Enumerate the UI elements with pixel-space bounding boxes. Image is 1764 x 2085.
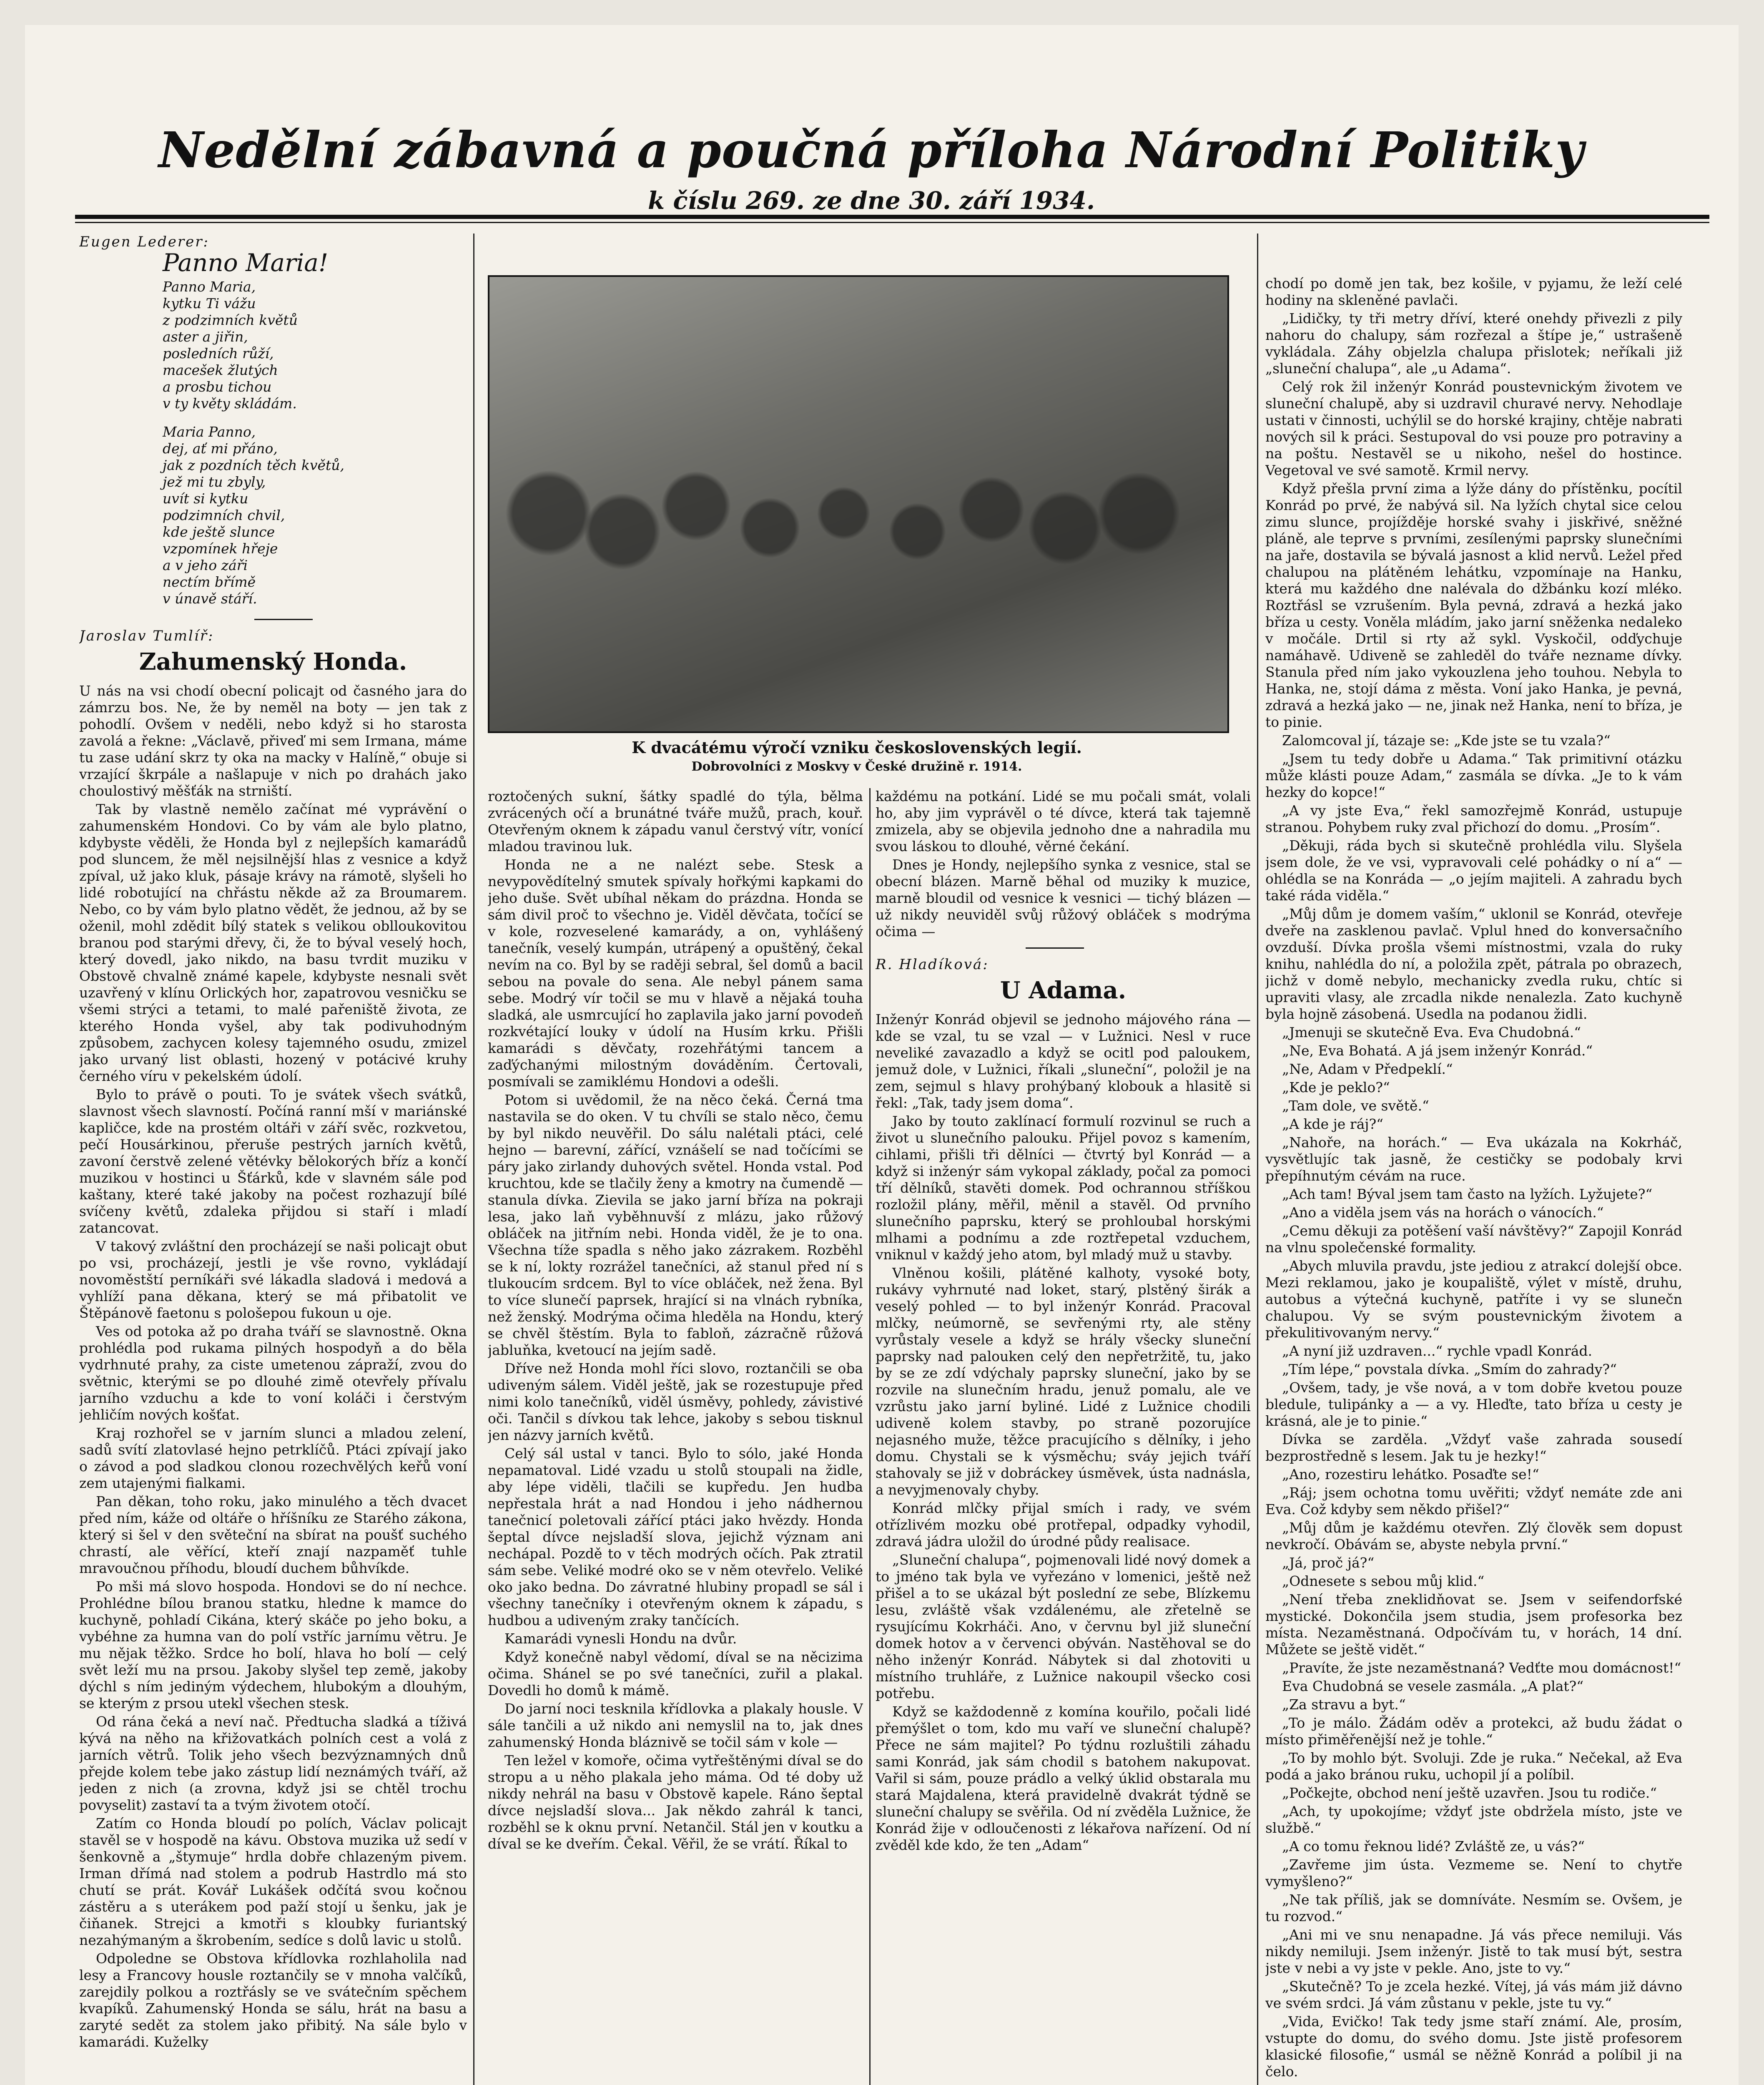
paragraph: „Já, proč já?“	[1282, 1555, 1375, 1571]
adam-body	[876, 1011, 1251, 1854]
column-4	[1265, 275, 1682, 2085]
masthead-subtitle: k číslu 269. ze dne 30. září 1934.	[647, 186, 1095, 215]
paragraph: Kamarádi vynesli Hondu na dvůr.	[504, 1630, 737, 1647]
paragraph: „To by mohlo být. Svoluji. Zde je ruka.“ Nečekal, až Eva podá a jako bránou ruku, uchopil jí a políbil.	[1265, 1750, 1682, 1783]
adam-author: R. Hladíková:	[876, 956, 989, 973]
paragraph: „Tam dole, ve světě.“	[1282, 1098, 1429, 1114]
paragraph: „Lidičky, ty tři metry dříví, které onehdy přivezli z pily nahoru do chalupy, sám rozřezal a štípe je,“ ustrašeně vykládala. Záhy objelzla chalupa přislotek; neříkali již „sluneční chalupa“, ale „u Adama“.	[1265, 310, 1682, 377]
paragraph: „Sluneční chalupa“, pojmenovali lidé nový domek a to jméno tak byla ve vyřezáno v lomenici, ještě než přišel a to se ukázal být poslední ze sebe, Blízkemu lesu, zvláště však vzdálenému, ale zřetelně se rysujícímu Kokrháči. Ano, v červnu byl již sluneční domek hotov a v červenci obýván. Nastěhoval se do něho inženýr Konrád. Nábytek si dal zhotoviti u místního truhláře, z Lužnice nakoupil všecko cosi potřebu.	[876, 1552, 1251, 1701]
paragraph: „Ne, Eva Bohatá. A já jsem inženýr Konrád.“	[1282, 1042, 1593, 1059]
poem-title: Panno Maria!	[163, 249, 329, 277]
paragraph: Potom si uvědomil, že na něco čeká. Černá tma nastavila se do oken. V tu chvíli se stalo něco, čemu by byl nikdo neuvěřil. Do sálu nalétali ptáci, celé hejno — barevní, zářící, vznášelí se nad točícími se páry jako zirlandy duhových světel. Honda vstal. Pod kruchtou, kde se tlačily ženy a kmotry na čumendě — stanula dívka. Zievila se jako jarní bříza na pokraji lesa, jako laň vyběhnuvší z mlázu, jako růžový obláček na jitřním nebi. Honda viděl, že je to ona. Všechna tíže spadla s něho jako zázrakem. Rozběhl se k ní, lokty rozrážel tanečníci, až stanul před ní s tlukoucím srdcem. Byl to více obláček, než žena. Byl to více slunečí paprsek, hrající si na vlnách rybníka, než ženský. Modrýma očima hleděla na Hondu, který se chvěl štěstím. Byla to fabloň, zázračně růžová jabluňka, kvetoucí na jejím sadě.	[488, 1092, 863, 1358]
poem-line: kde ještě slunce	[163, 524, 275, 540]
honda-body	[79, 683, 467, 2050]
paragraph: „Ano, rozestiru lehátko. Posaďte se!“	[1282, 1466, 1539, 1482]
paragraph: „Abych mluvila pravdu, jste jediou z atrakcí dolejší obce. Mezi reklamou, jako je koupaliště, výlet v místě, druhu, autobus a výtečná kuchyně, patříte i vy se slunečn chalupou. Vy se svým poustevnickým životem a překulitivovaným nervy.“	[1265, 1258, 1682, 1341]
paragraph: „Ne tak příliš, jak se domníváte. Nesmím se. Ovšem, je tu rozvod.“	[1265, 1892, 1682, 1924]
photo1-caption: K dvacátému výročí vzniku československých legií.	[632, 738, 1082, 757]
paragraph: V takový zvláštní den procházejí se naši policajt obut po vsi, procházejí, jestli je vše rovno, vykládají novoměstští perníkáři své lákadla sladová i medová a vyhlíží pana děkana, který se má přibatolit ve Štěpánově faetonu s pološepou fukoun u oje.	[79, 1238, 467, 1321]
paragraph: Dívka se zarděla. „Vždyť vaše zahrada sousedí bezprostředně s lesem. Jak tu je hezky!“	[1265, 1431, 1682, 1464]
poem-line: Maria Panno,	[163, 424, 256, 440]
paragraph: Konrád mlčky přijal smích i rady, ve svém otřízlivém mozku obé protřepal, odpadky vyhodil, zdravá jádra uložil do úrodné půdy realisace.	[876, 1500, 1251, 1550]
poem-line: macešek žlutých	[163, 362, 278, 378]
column-divider	[1257, 234, 1258, 2085]
masthead-title: Nedělní zábavná a poučná příloha Národní Politiky	[158, 121, 1584, 179]
column-3	[876, 788, 1251, 2085]
poem-line: a prosbu tichou	[163, 379, 272, 395]
paragraph: Když přešla první zima a lýže dány do přístěnku, pocítil Konrád po prvé, že nabývá sil. Na lyžích chytal sice celou zimu slunce, projížděje horské svahy i jiskřivé, sněžné pláně, ale teprve s prvními, zesílenými paprsky slunečními na jaře, dostavila se bývalá jasnost a klid nervů. Ležel před chalupou na plátěném lehátku, vzpomínaje na Hanku, která mu každého dne nalévala do džbánku kozí mléko. Roztřásl se vzrušením. Byla pevná, zdravá a hezká jako bříza u cesty. Voněla mládím, jako jarní sněženka nedaleko v močále. Drtil si rty až sykl. Vyskočil, odďychuje namáhavě. Udiveně se zahleděl do tváře nezname dívky. Stanula před ním jako vykouzlena jeho touhou. Nebyla to Hanka, ne, stojí dáma z města. Voní jako Hanka, je pevná, zdravá a hezká jako — ne, jinak než Hanka, není to bříza, je to pinie.	[1265, 480, 1682, 730]
poem-body	[163, 279, 467, 607]
masthead-rule-thin	[75, 222, 1709, 223]
paragraph: Celý sál ustal v tanci. Bylo to sólo, jaké Honda nepamatoval. Lidé vzadu u stolů stoupali na židle, aby lépe viděli, tlačili se kupředu. Jen hudba nepřestala hrát a nad Hondou i jeho nádhernou tanečnicí poletovali zářící ptáci jako hvězdy. Honda šeptal dívce nejsladší slova, jejichž význam ani nechápal. Pozdě to v těch modrých očích. Pak ztratil sám sebe. Veliké modré oko se v něm otevřelo. Veliké oko jako bedna. Do závratné hlubiny propadl se sál i všechny tanečníky i otevřeným oknem k západu, s hudbou a udiveným zraky tančících.	[488, 1445, 863, 1628]
poem-line: podzimních chvil,	[163, 507, 285, 523]
paragraph: Eva Chudobná se vesele zasmála. „A plat?“	[1282, 1678, 1584, 1694]
adam-title: U Adama.	[1000, 977, 1127, 1004]
paragraph: „Jsem tu tedy dobře u Adama.“ Tak primitivní otázku může klásti pouze Adam,“ zasmála se dívka. „Je to k vám hezky do kopce!“	[1265, 751, 1682, 800]
poem-line: aster a jiřin,	[163, 329, 248, 345]
paragraph: „A kde je ráj?“	[1282, 1116, 1384, 1132]
separator	[1026, 947, 1084, 949]
poem-line: nectím břímě	[163, 574, 256, 590]
honda-body-end	[876, 788, 1251, 940]
paragraph: „Kde je peklo?“	[1282, 1079, 1390, 1095]
paragraph: Po mši má slovo hospoda. Hondovi se do ní nechce. Prohlédne bílou branou statku, hledne k mamce do kuchyně, pohladí Cikána, který skáče po jeho boku, a vybéhne za humna van do polí vstříc jarnímu větru. Je mu nějak těžko. Srdce ho bolí, hlava ho bolí — celý svět leží mu na prsou. Jakoby slyšel tep země, jakoby dýchl s ním jediným výdechem, hlubokým a dlouhým, se kterým z prsou utekl všechen stesk.	[79, 1578, 467, 1711]
paragraph: Odpoledne se Obstova křídlovka rozhlaholila nad lesy a Francovy housle roztančily se v mnoha valčíků, zarejdily polkou a roztřásly se ve svátečním spěchem kvapíků. Zahumenský Honda se sálu, hrát na basu a zaryté sedět za stolem jako přibitý. Na sále bylo v kamarádi. Kuželky	[79, 1950, 467, 2050]
paragraph: „Ovšem, tady, je vše nová, a v tom dobře kvetou pouze bledule, tulipánky a — a vy. Hleďte, tato bříza u cesty je krásná, ale je to pinie.“	[1265, 1379, 1682, 1429]
paragraph: Dříve než Honda mohl říci slovo, roztančili se oba udiveným sálem. Viděl ještě, jak se rozestupuje před nimi kolo tanečníků, viděl úsměvy, pohledy, závistivé oči. Tančil s dívkou tak lehce, jakoby s sebou tisknul jen názvy jarních květů.	[488, 1360, 863, 1443]
paragraph: Inženýr Konrád objevil se jednoho májového rána — kde se vzal, tu se vzal — v Lužnici. Nesl v ruce neveliké zavazadlo a když se ocitl pod paloukem, jemuž dole, v Lužnici, říkali „sluneční“, položil je na zem, sejmul s hlavy prohýbaný klobouk a hlasitě si řekl: „Tak, tady jsem doma“.	[876, 1011, 1251, 1111]
paragraph: Jako by touto zaklínací formulí rozvinul se ruch a život u slunečního palouku. Přijel povoz s kamením, cihlami, přišli tři dělníci — čtvrtý byl Konrád — a když si inženýr sám vykopal základy, počal za pomoci tří dělníků, stavěti domek. Pod ochrannou stříškou rozložil plány, měřil, měnil a stavěl. Od prvního slunečního paprsku, který se prohloubal horskými mlhami a podnímu a zde roztřepetal vzduchem, vniknul v každý jeho atom, byl mladý muž u stavby.	[876, 1113, 1251, 1263]
paragraph: „Ráj; jsem ochotna tomu uvěřiti; vždyť nemáte zde ani Eva. Což kdyby sem někdo přišel?“	[1265, 1485, 1682, 1517]
paragraph: „Pravíte, že jste nezaměstnaná? Vedťte mou domácnost!“	[1282, 1660, 1681, 1676]
paragraph: Tak by vlastně nemělo začínat mé vyprávění o zahumenském Hondovi. Co by vám ale bylo platno, kdybyste věděli, že Honda byl z nejlepších kamarádů pod sluncem, že měl nejsilnější hlas z vesnice a když zpíval, už jako kluk, pásaje krávy na rámotě, slyšeli ho lidé robotující na chřástu někde až za Broumarem. Nebo, co by vám bylo platno vědět, že jednou, až by se oženil, mohl zdědit bílý statek s velikou oblloukovitou branou pod starými dřevy, či, že to býval veselý hoch, který dovedl, jako nikdo, na basu tvrdit muziku v Obstově chvalně známé kapele, kdybyste nesnali svět uzavřený v klínu Orlických hor, zapatrovou vesničku se všemi strýci a tetami, to malé pařeniště života, ze kterého Honda vyšel, aby tak podivuhodným způsobem, zachycen kolesy tajemného osudu, zmizel jako urvaný list oblasti, hozený v potácivé kruhy černého víru v pekelském údolí.	[79, 801, 467, 1084]
photo1-caption-block	[488, 738, 1226, 776]
poem-line: Panno Maria,	[163, 279, 256, 295]
paragraph: „Děkuji, ráda bych si skutečně prohlédla vilu. Slyšela jsem dole, že ve vsi, vypravovali celé pohádky o ní a“ — ohlédla se na Konráda — „o jejím majiteli. A zahradu bych také ráda viděla.“	[1265, 837, 1682, 904]
paragraph: „Cemu děkuji za potěšení vaší návštěvy?“ Zapojil Konrád na vlnu společenské formality.	[1265, 1223, 1682, 1256]
paragraph: Celý rok žil inženýr Konrád poustevnickým životem ve sluneční chalupě, aby si uzdravil churavé nervy. Nehodlaje ustati v činnosti, uchýlil se do horské krajiny, chtěje nabrati nových sil k práci. Sestupoval do vsi pouze pro potraviny a na poštu. Nestavěl se u nikoho, nešel do hostince. Vegetoval ve své samotě. Krmil nervy.	[1265, 379, 1682, 478]
paragraph: „Tím lépe,“ povstala dívka. „Smím do zahrady?“	[1282, 1361, 1617, 1377]
paragraph: „Jmenuji se skutečně Eva. Eva Chudobná.“	[1282, 1024, 1581, 1040]
paragraph: „A nyní již uzdraven...“ rychle vpadl Konrád.	[1282, 1343, 1593, 1359]
paragraph: „Počkejte, obchod není ještě uzavřen. Jsou tu rodiče.“	[1282, 1785, 1657, 1801]
column-2	[488, 788, 863, 2085]
poem-line: posledních růží,	[163, 345, 274, 362]
paragraph: každému na potkání. Lidé se mu počali smát, volali ho, aby jim vyprávěl o té dívce, která tak tajemně zmizela, aby se objevila jednoho dne a nahradila mu svou láskou to dlouhé, věrné čekání.	[876, 788, 1251, 854]
paragraph: Ten ležel v komoře, očima vytřeštěnými díval se do stropu a u něho plakala jeho máma. Od té doby už nikdy nehrál na basu v Obstově kapele. Ráno šeptal dívce nejsladší slova... Jak někdo zahrál k tanci, rozběhl se k oknu první. Netančil. Stál jen v koutku a díval se ke dveřím. Čekal. Věřil, že se vrátí. Říkal to	[488, 1752, 863, 1852]
paragraph: Ves od potoka až po draha tváří se slavnostně. Okna prohlédla pod rukama pilných hospodyň a do běla vydrhnuté prahy, za ciste umetenou zápraží, zvou do světnic, kterými se po dlouhé zimě otevřely přívalu jarního vzduchu a kde to voní koláči i čerstvým jehličím nových košťat.	[79, 1323, 467, 1423]
paragraph: „A co tomu řeknou lidé? Zvláště ze, u vás?“	[1282, 1838, 1585, 1854]
paragraph: „Není třeba zneklidňovat se. Jsem v seifendorfské mystické. Dokončila jsem studia, jsem profesorka bez místa. Nezaměstnaná. Odpočívám tu, v horách, 14 dní. Můžete se ještě vidět.“	[1265, 1591, 1682, 1658]
paragraph: Když konečně nabyl vědomí, díval se na něcizima očima. Shánel se po své tanečníci, zuřil a plakal. Dovedli ho domů k mámě.	[488, 1649, 863, 1698]
photo-figures	[489, 368, 1227, 731]
paragraph: „Ne, Adam v Předpeklí.“	[1282, 1061, 1453, 1077]
poem-line: v únavě stáří.	[163, 590, 257, 607]
paragraph: Vlněnou košili, plátěné kalhoty, vysoké boty, rukávy vyhrnuté nad loket, starý, plstěný širák a veselý pohled — to byl inženýr Konrád. Pracoval mlčky, neúmorně, se sevřenými rty, ale stěny vyrůstaly vesele a když se hrály všecky sluneční paprsky nad palouken celý den nepřetržitě, tu, jako by se ze zdí vdýchaly paprsky sluneční, jako by se rozvile na slunečním hradu, jenuž pomalu, ale ve vzrůstu jako jarní byliné. Lidé z Lužnice chodili udiveně kolem stavby, po straně pozorujíce nejasného muže, těžce pracujícího s dělníky, i jeho domu. Chystali se k výsměchu; sváy jejich tváří stahovaly se již v dobráckey úsměvek, ústa nadnásla, a nevyjmenovaly chyby.	[876, 1265, 1251, 1498]
column-divider	[473, 234, 474, 2085]
photo-moscow-volunteers	[488, 275, 1229, 733]
photo1-subcaption: Dobrovolníci z Moskvy v České družině r. 1914.	[691, 759, 1022, 774]
paragraph: „Ach, ty upokojíme; vždyť jste obdržela místo, jste ve službě.“	[1265, 1803, 1682, 1836]
column-1	[79, 234, 467, 2085]
paragraph: „Můj dům je domem vaším,“ uklonil se Konrád, otevřeje dveře na zasklenou pavlač. Vplul hned do konversačního ovzduší. Dívka prošla všemi místnostmi, vzala do ruky knihu, nahlédla do ní, a položila zpět, pátrala po obrazech, jichž v domě nebylo, mechanicky zvedla ruku, chtíc si upraviti vlasy, ale zrcadla nikde nenalezla. Zato kuchyně byla hojně zásobená. Usedla na podanou židli.	[1265, 906, 1682, 1022]
honda-body-continued	[488, 788, 863, 1852]
paragraph: Do jarní noci tesknila křídlovka a plakaly housle. V sále tančili a už nikdo ani nemyslil na to, jak dnes zahumenský Honda bláznivě se točil sám v kole —	[488, 1701, 863, 1750]
paragraph: „To je málo. Žádám oděv a protekci, až budu žádat o místo přiměřenější než je tohle.“	[1265, 1715, 1682, 1748]
paragraph: „Vida, Evičko! Tak tedy jsme staří známí. Ale, prosím, vstupte do domu, do svého domu. Jste jistě profesorem klasické filosofie,“ usmál se něžně Konrád a políbil ji na čelo.	[1265, 2013, 1682, 2080]
paragraph: U nás na vsi chodí obecní policajt od časného jara do zámrzu bos. Ne, že by neměl na boty — jen tak z pohodlí. Ovšem v neděli, nebo když si ho starosta zavolá a řekne: „Václavě, přiveď mi sem Irmana, máme tu zase udání skrz ty oka na macky v Halíně,“ obuje si vrzající škrpále a našlapuje v nich po drahách jako choulostivý měšťák na strniští.	[79, 683, 467, 799]
paragraph: „Ani mi ve snu nenapadne. Já vás přece nemiluji. Vás nikdy nemiluji. Jsem inženýr. Jistě to tak musí být, sestra jste v nebi a vy jste v pekle. Ano, jste to vy.“	[1265, 1927, 1682, 1976]
poem-line: a v jeho záři	[163, 557, 248, 573]
masthead	[100, 121, 1643, 215]
newspaper-page	[25, 25, 1739, 2085]
paragraph: Od rána čeká a neví nač. Předtucha sladká a tíživá kývá na něho na křižovatkách polních cest a volá z jarních větrů. Tolik jeho všech bezvýznamných dnů přejde kolem tebe jako zástup lidí neznámých tváří, až jeden z nich (a zrovna, když jsi se chtěl trochu povyselit) zastaví ta a tvým životem otočí.	[79, 1713, 467, 1813]
paragraph: Bylo to právě o pouti. To je svátek všech svátků, slavnost všech slavností. Počíná ranní mší v mariánské kapličce, kde na prostém oltáři v září svěc, rozkvetou, pečí Housárkinou, přeruše pestrých jarních květů, zavoní čerstvě zelené větévky bělokorých bříz a končí muzikou v hostinci u Šťárků, kde v slavném sále pod kaštany, které také jakoby na počest rozhazují bílé svíčeny květů, zdaleka přijdou si staří i mladí zatancovat.	[79, 1086, 467, 1236]
honda-author: Jaroslav Tumlíř:	[79, 628, 214, 644]
paragraph: „Skutečně? To je zcela hezké. Vítej, já vás mám již dávno ve svém srdci. Já vám zůstanu v pekle, jste tu vy.“	[1265, 1978, 1682, 2011]
paragraph: „Ach tam! Býval jsem tam často na lyžích. Lyžujete?“	[1282, 1186, 1653, 1202]
poem-line: kytku Ti vážu	[163, 295, 256, 311]
paragraph: „Nahoře, na horách.“ — Eva ukázala na Kokrháč, vysvětlujíc tak jasně, že cestičky se podobaly krvi přepíhnutým cévám na ruce.	[1265, 1134, 1682, 1184]
poem-line: vzpomínek hřeje	[163, 540, 278, 557]
paragraph: „Můj dům je každému otevřen. Zlý člověk sem dopust nevkročí. Obávám se, abyste nebyla první.“	[1265, 1520, 1682, 1552]
poem-line: dej, ať mi přáno,	[163, 440, 278, 457]
poem-line: uvít si kytku	[163, 490, 248, 507]
paragraph: Kraj rozhořel se v jarním slunci a mladou zelení, sadů svítí zlatovlasé hejno petrklíčů. Ptáci zpívají jako o závod a pod sladkou clonou rozechvělých keřů voní zem utajenými fialkami.	[79, 1425, 467, 1491]
paragraph: roztočených sukní, šátky spadlé do týla, bělma zvrácených očí a brunátné tváře mužů, prach, kouř. Otevřeným oknem k západu vanul čerstvý vítr, vonící mladou travinou luk.	[488, 788, 863, 854]
paragraph: Zalomcoval jí, tázaje se: „Kde jste se tu vzala?“	[1282, 732, 1611, 749]
paragraph: Pan děkan, toho roku, jako minulého a těch dvacet před ním, káže od oltáře o hříšníku ze Starého zákona, který si šel v den světeční na sbírat na poušť suchého chrastí, ale věřící, kteří znají nazpaměť tuhle mravoučnou příhodu, bloudí duchem bůhvíkde.	[79, 1493, 467, 1576]
paragraph: Dnes je Hondy, nejlepšího synka z vesnice, stal se obecní blázen. Marně běhal od muziky k muzice, marně bloudil od vesnice k vesnici — tichý blázen — už nikdy neuviděl svůj růžový obláček s modrýma očima —	[876, 857, 1251, 940]
poem-line: jež mi tu zbyly,	[163, 474, 266, 490]
paragraph: „A vy jste Eva,“ řekl samozřejmě Konrád, ustupuje stranou. Pohybem ruky zval přichozí do domu. „Prosím“.	[1265, 802, 1682, 835]
paragraph: Když se každodenně z komína kouřilo, počali lidé přemýšlet o tom, kdo mu vaří ve sluneční chalupě? Přece ne sám majitel? Po týdnu rozluštili záhadu sami Konrád, jak sám chodil s batohem nakupovat. Vařil si sám, pouze prádlo a velký úklid obstarala mu stará Majdalena, která pravidelně dvakrát týdně se sluneční chalupy se svěřila. Od ní zvěděla Lužnice, že Konrád žije v odloučenosti z lékařova nařízení. Od ní zvěděl kde kdo, že ten „Adam“	[876, 1703, 1251, 1853]
paragraph: „Zavřeme jim ústa. Vezmeme se. Není to chytře vymyšleno?“	[1265, 1856, 1682, 1889]
poem-line: z podzimních květů	[163, 312, 298, 328]
paragraph: chodí po domě jen tak, bez košile, v pyjamu, že leží celé hodiny na skleněné pavlači.	[1265, 275, 1682, 308]
paragraph: Honda ne a ne nalézt sebe. Stesk a nevypovědítelný smutek spívaly hořkými kapkami do jeho duše. Svět ubíhal někam do prázdna. Honda se sám divil proč to všechno je. Viděl děvčata, točící se v kole, rozveselené kamarády, a on, vyhlášený tanečník, veselý kumpán, utrápený a opuštěný, čekal nevím na co. Byl by se raději sebral, šel domů a bacil sebou na povale do sena. Ale nebyl pánem sama sebe. Modrý vír točil se mu v hlavě a nějaká touha sladká, ale usmrcující ho zaplavila jako jarní povodeň rozkvétající louky v údolí na Husím krku. Přišli kamarádi s děvčaty, rozehřátými tancem a zaďýchanými milostným dováděním. Čertovali, posmívali se zamiklému Hondovi a odešli.	[488, 857, 863, 1090]
column-divider	[869, 788, 871, 2085]
paragraph: „Ano a viděla jsem vás na horách o vánocích.“	[1282, 1204, 1604, 1221]
paragraph: Zatím co Honda bloudí po polích, Václav policajt stavěl se v hospodě na kávu. Obstova muzika už sedí v šenkovně a „štymuje“ hrdla dobře chlazeným pivem. Irman dřímá nad stolem a podrub Hastrdlo má sto chutí se prát. Kovář Lukášek odčítá svou kočnou zástěru a s uterákem pod paží stojí u šenku, jak je čiňanek. Strejci a kmotři s kloubky furiantský nezahýmaným a škrobením, sedíce s dolů lavic u stolů.	[79, 1815, 467, 1948]
poem-stanza-1	[163, 279, 467, 412]
separator	[254, 619, 313, 620]
adam-body-continued	[1265, 275, 1682, 2080]
poem-line: v ty květy skládám.	[163, 395, 297, 412]
paragraph: „Odnesete s sebou můj klid.“	[1282, 1573, 1485, 1589]
poem-stanza-2	[163, 424, 467, 607]
honda-title: Zahumenský Honda.	[139, 648, 407, 676]
poem-line: jak z pozdních těch květů,	[163, 457, 344, 473]
masthead-rule	[75, 215, 1709, 219]
poem-author: Eugen Lederer:	[79, 234, 209, 250]
paragraph: „Za stravu a byt.“	[1282, 1696, 1406, 1713]
